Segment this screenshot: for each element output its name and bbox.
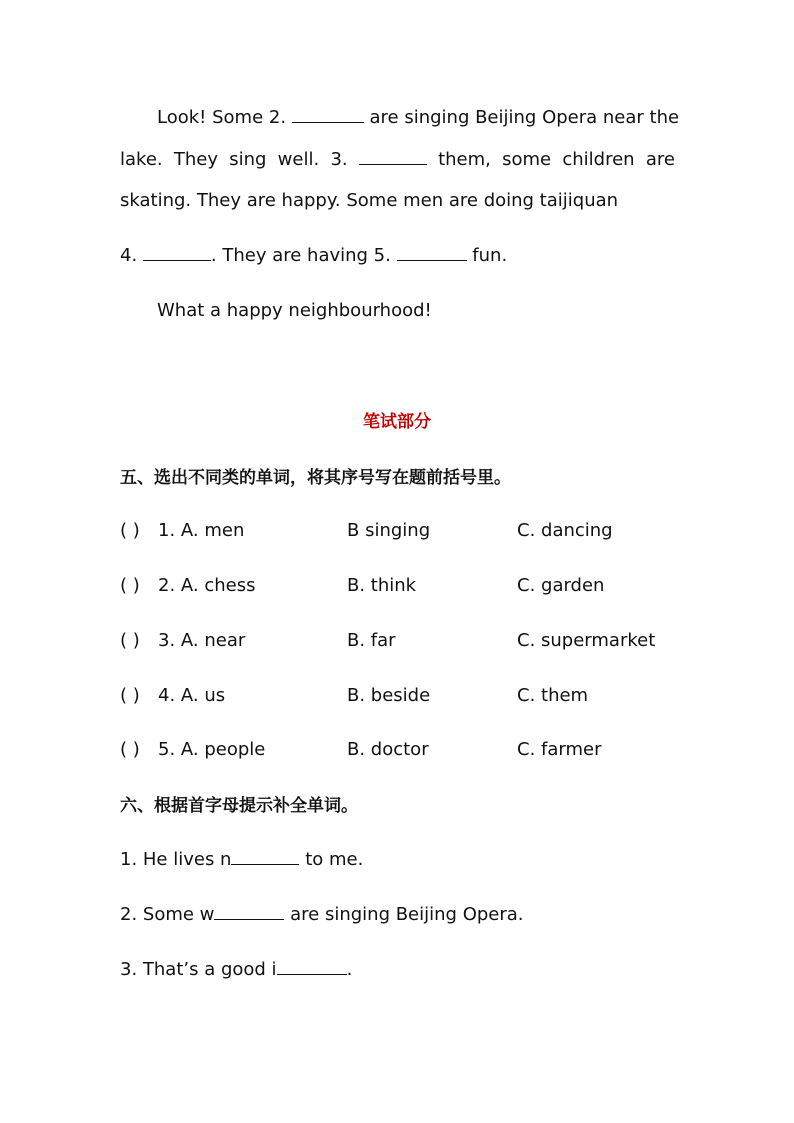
answer-blank-4[interactable] <box>143 244 211 261</box>
section-6-heading: 六、根据首字母提示补全单词。 <box>120 796 358 816</box>
answer-parenthesis[interactable]: ( ) <box>120 520 140 541</box>
passage-word: children <box>562 149 635 170</box>
passage-text: are singing Beijing Opera near the <box>363 107 680 128</box>
option-a: 4. A. us <box>158 685 226 706</box>
question-row-3 <box>120 629 720 653</box>
item-text: 2. Some w <box>120 904 215 925</box>
answer-parenthesis[interactable]: ( ) <box>120 575 140 596</box>
answer-blank[interactable] <box>214 903 284 920</box>
passage-text: . They are having 5. <box>210 245 397 266</box>
option-c: C. supermarket <box>517 630 656 651</box>
item-text: 3. That’s a good i <box>120 959 277 980</box>
passage-line-4 <box>120 244 507 268</box>
fill-item-1 <box>120 848 363 872</box>
passage-word: are <box>645 149 675 170</box>
option-c: C. them <box>517 685 589 706</box>
option-a: 2. A. chess <box>158 575 256 596</box>
answer-parenthesis[interactable]: ( ) <box>120 630 140 651</box>
passage-line-2 <box>120 148 675 172</box>
item-text: 1. He lives n <box>120 849 232 870</box>
option-b: B singing <box>347 520 431 541</box>
option-a: 3. A. near <box>158 630 246 651</box>
option-c: C. dancing <box>517 520 613 541</box>
passage-word: lake. <box>120 149 163 170</box>
answer-blank[interactable] <box>231 848 299 865</box>
section-title: 笔试部分 <box>363 412 431 432</box>
passage-word: them, <box>438 149 491 170</box>
item-text: . <box>346 959 353 980</box>
option-c: C. garden <box>517 575 605 596</box>
passage-word: well. <box>277 149 320 170</box>
answer-parenthesis[interactable]: ( ) <box>120 739 140 760</box>
passage-line-5: What a happy neighbourhood! <box>157 300 432 321</box>
question-row-5 <box>120 738 720 762</box>
option-a: 1. A. men <box>158 520 245 541</box>
question-row-4 <box>120 684 720 708</box>
option-b: B. far <box>347 630 396 651</box>
item-text: to me. <box>299 849 364 870</box>
item-text: are singing Beijing Opera. <box>284 904 524 925</box>
answer-blank[interactable] <box>277 958 347 975</box>
passage-word: 3. <box>330 149 348 170</box>
answer-parenthesis[interactable]: ( ) <box>120 685 140 706</box>
passage-line-3: skating. They are happy. Some men are doing taijiquan <box>120 190 619 211</box>
answer-blank-3[interactable] <box>359 148 427 165</box>
passage-word: some <box>502 149 552 170</box>
option-c: C. farmer <box>517 739 602 760</box>
passage-word: sing <box>229 149 267 170</box>
passage-word: They <box>173 149 218 170</box>
passage-text: fun. <box>466 245 508 266</box>
passage-text: 4. <box>120 245 143 266</box>
passage-line-1 <box>157 106 679 130</box>
answer-blank-5[interactable] <box>397 244 467 261</box>
option-b: B. beside <box>347 685 431 706</box>
option-a: 5. A. people <box>158 739 266 760</box>
section-5-heading: 五、选出不同类的单词，将其序号写在题前括号里。 <box>120 468 511 488</box>
question-row-2 <box>120 574 720 598</box>
passage-text: Look! Some 2. <box>157 107 292 128</box>
option-b: B. doctor <box>347 739 429 760</box>
fill-item-2 <box>120 903 524 927</box>
question-row-1 <box>120 519 720 543</box>
answer-blank-2[interactable] <box>292 106 364 123</box>
option-b: B. think <box>347 575 417 596</box>
fill-item-3 <box>120 958 352 982</box>
